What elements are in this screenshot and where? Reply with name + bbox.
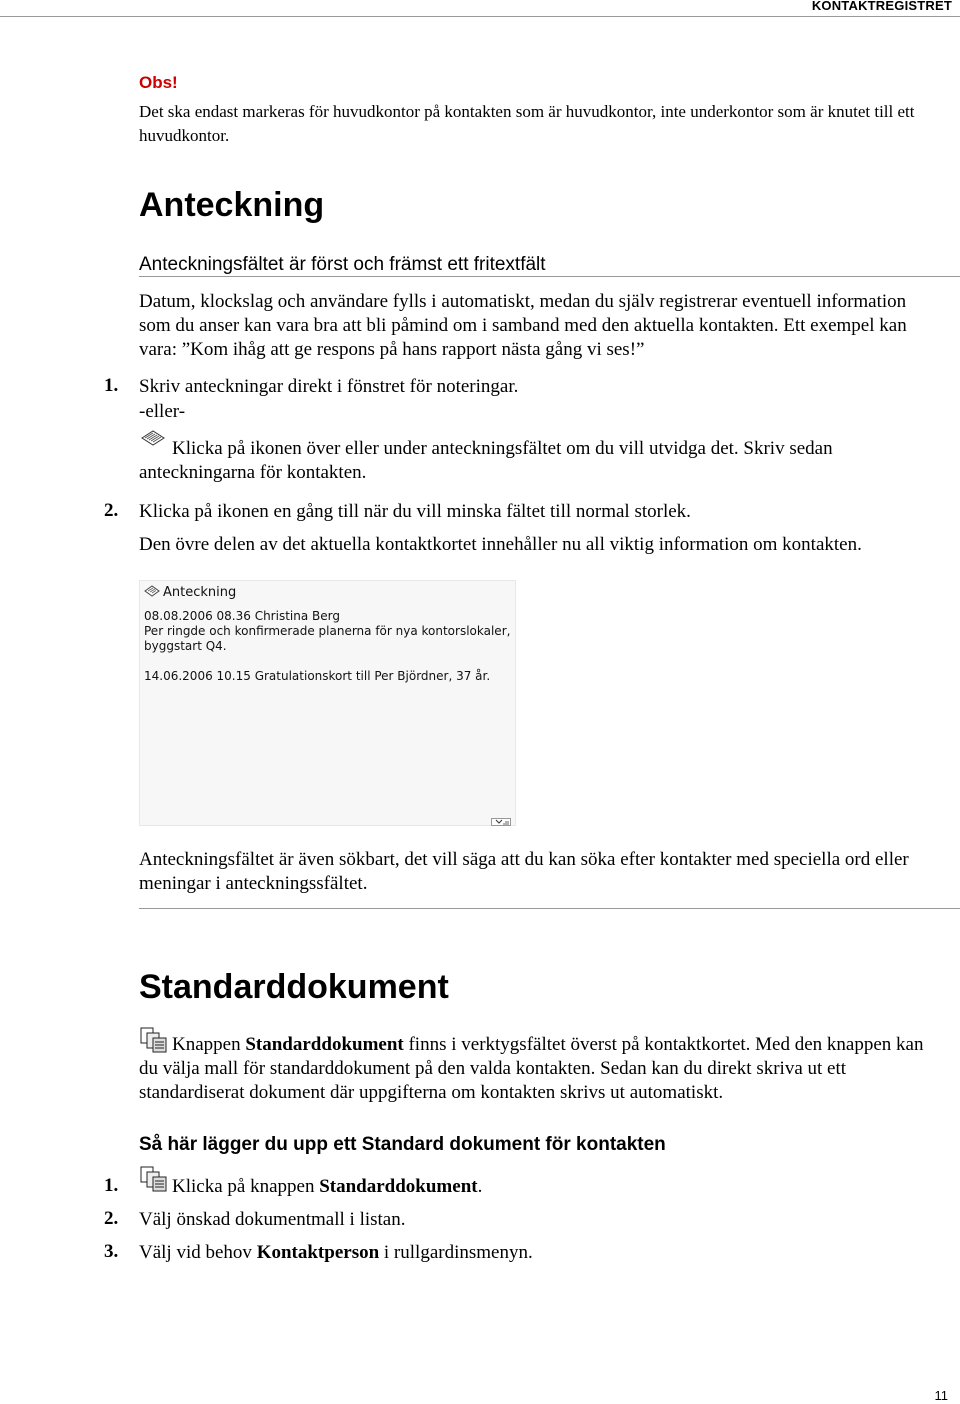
anteckning-intro: Datum, klockslag och användare fylls i automatiskt, medan du själv registrerar eventuell information som du anser kan vara bra att bli påmind om i samband med den aktuella kontakten. Ett exempel kan vara: ”Kom ihåg att ge respons på hans rapport nästa gång vi ses!” [139, 291, 907, 360]
intro-bold: Standarddokument [245, 1034, 404, 1055]
or-text: -eller- [139, 401, 186, 422]
sd-step-3-pre: Välj vid behov [139, 1242, 257, 1263]
running-header: KONTAKTREGISTRET [811, 0, 952, 13]
sd-step-1-number: 1. [104, 1175, 119, 1196]
searchable-text: Anteckningsfältet är även sökbart, det vill säga att du kan söka efter kontakter med speciella ord eller meningar i anteckningssfältet. [139, 849, 909, 894]
sd-step-1-text [172, 1175, 482, 1199]
sd-step-1-bold: Standarddokument [319, 1176, 478, 1197]
obs-text: Det ska endast markeras för huvudkontor på kontakten som är huvudkontor, inte underkontor som är knutet till ett huvudkontor. [139, 102, 915, 145]
notes-screenshot [139, 580, 516, 826]
obs-label: Obs! [139, 73, 178, 92]
resize-icon[interactable] [491, 813, 511, 821]
step-1-text: Skriv anteckningar direkt i fönstret för noteringar. [139, 376, 519, 397]
sd-step-3-text [139, 1241, 533, 1265]
sd-step-1-pre: Klicka på knappen [172, 1176, 320, 1197]
notes-body[interactable]: 08.08.2006 08.36 Christina Berg Per ringde och konfirmerade planerna för nya kontorslokaler, byggstart Q4. 14.06.2006 10.15 Gratulationskort till Per Björdner, 37 år. [144, 609, 511, 683]
sd-step-3-number: 3. [104, 1241, 119, 1262]
notes-header [144, 585, 236, 600]
sd-step-1-post: . [477, 1176, 483, 1197]
notes-small-icon [144, 585, 160, 597]
sd-step-2-text: Välj önskad dokumentmall i listan. [139, 1209, 406, 1230]
after-steps-text: Den övre delen av det aktuella kontaktkortet innehåller nu all viktig information om kontakten. [139, 534, 862, 555]
subtitle-anteckning: Anteckningsfältet är först och främst ett fritextfält [139, 254, 546, 275]
step-2-number: 2. [104, 500, 119, 521]
sd-step-3-post: i rullgardinsmenyn. [379, 1242, 533, 1263]
section-title-standarddokument: Standarddokument [139, 968, 449, 1006]
step-2-text: Klicka på ikonen en gång till när du vill minska fältet till normal storlek. [139, 501, 691, 522]
step-1-alt-text: Klicka på ikonen över eller under anteckningsfältet om du vill utvidga det. Skriv sedan anteckningarna för kontakten. [139, 438, 833, 483]
subtitle-rule [139, 276, 960, 277]
intro-pre: Knappen [172, 1034, 246, 1055]
page-number: 11 [934, 1388, 948, 1403]
step-1-number: 1. [104, 375, 119, 396]
section-end-rule [139, 908, 960, 909]
standard-document-icon-step [139, 1165, 169, 1198]
sd-step-3-bold: Kontaktperson [256, 1242, 380, 1263]
section-title-anteckning: Anteckning [139, 186, 325, 224]
notes-header-label: Anteckning [163, 585, 237, 600]
intro-post: finns i verktygsfältet överst på kontaktkortet. Med den knappen kan du välja mall för standarddokument på den valda kontakten. Sedan kan du direkt skriva ut ett standardiserat dokument där uppgifterna om kontakten skrivs ut automatiskt. [139, 1034, 924, 1103]
sd-step-2-number: 2. [104, 1208, 119, 1229]
howto-title: Så här lägger du upp ett Standard dokument för kontakten [139, 1134, 666, 1155]
standarddokument-intro [139, 1033, 939, 1105]
